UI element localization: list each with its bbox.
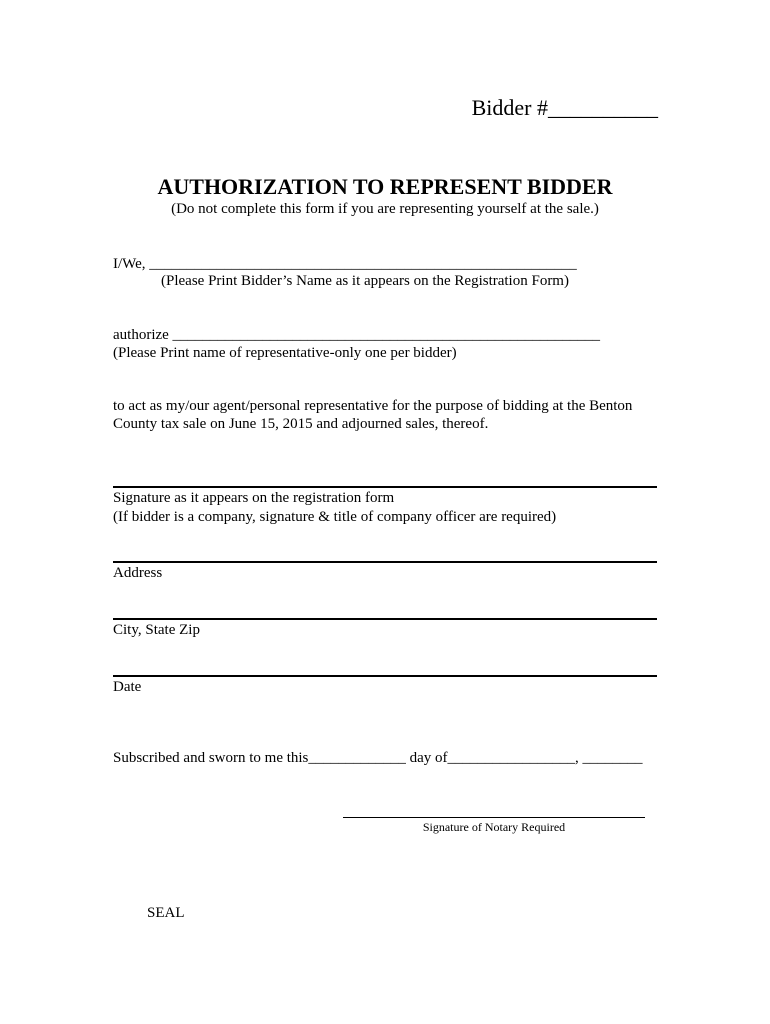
page-subtitle: (Do not complete this form if you are representing yourself at the sale.) <box>171 201 599 217</box>
iwe-field[interactable]: I/We, _________________________________________________________ <box>113 256 577 272</box>
purpose-text-line-1: to act as my/our agent/personal representative for the purpose of bidding at the Benton <box>113 398 633 414</box>
city-state-zip-label: City, State Zip <box>113 622 200 638</box>
bidder-number: Bidder #__________ <box>471 95 658 120</box>
iwe-instruction: (Please Print Bidder’s Name as it appears on the Registration Form) <box>161 273 569 289</box>
address-line[interactable] <box>113 561 657 563</box>
purpose-text-line-2: County tax sale on June 15, 2015 and adjourned sales, thereof. <box>113 416 489 432</box>
signature-line[interactable] <box>113 486 657 488</box>
address-label: Address <box>113 565 163 581</box>
date-label: Date <box>113 679 142 695</box>
seal-label: SEAL <box>147 905 185 921</box>
authorize-field[interactable]: authorize _________________________________________________________ <box>113 327 601 343</box>
date-line[interactable] <box>113 675 657 677</box>
sworn-statement[interactable]: Subscribed and sworn to me this_____________ day of_________________, ________ <box>113 750 643 766</box>
notary-signature-line[interactable] <box>343 817 645 818</box>
notary-signature-label: Signature of Notary Required <box>422 820 566 834</box>
signature-instruction: (If bidder is a company, signature & title of company officer are required) <box>113 509 557 525</box>
authorize-instruction: (Please Print name of representative-only one per bidder) <box>113 345 457 361</box>
city-state-zip-line[interactable] <box>113 618 657 620</box>
page-title: AUTHORIZATION TO REPRESENT BIDDER <box>157 174 613 199</box>
signature-label: Signature as it appears on the registration form <box>113 490 395 506</box>
